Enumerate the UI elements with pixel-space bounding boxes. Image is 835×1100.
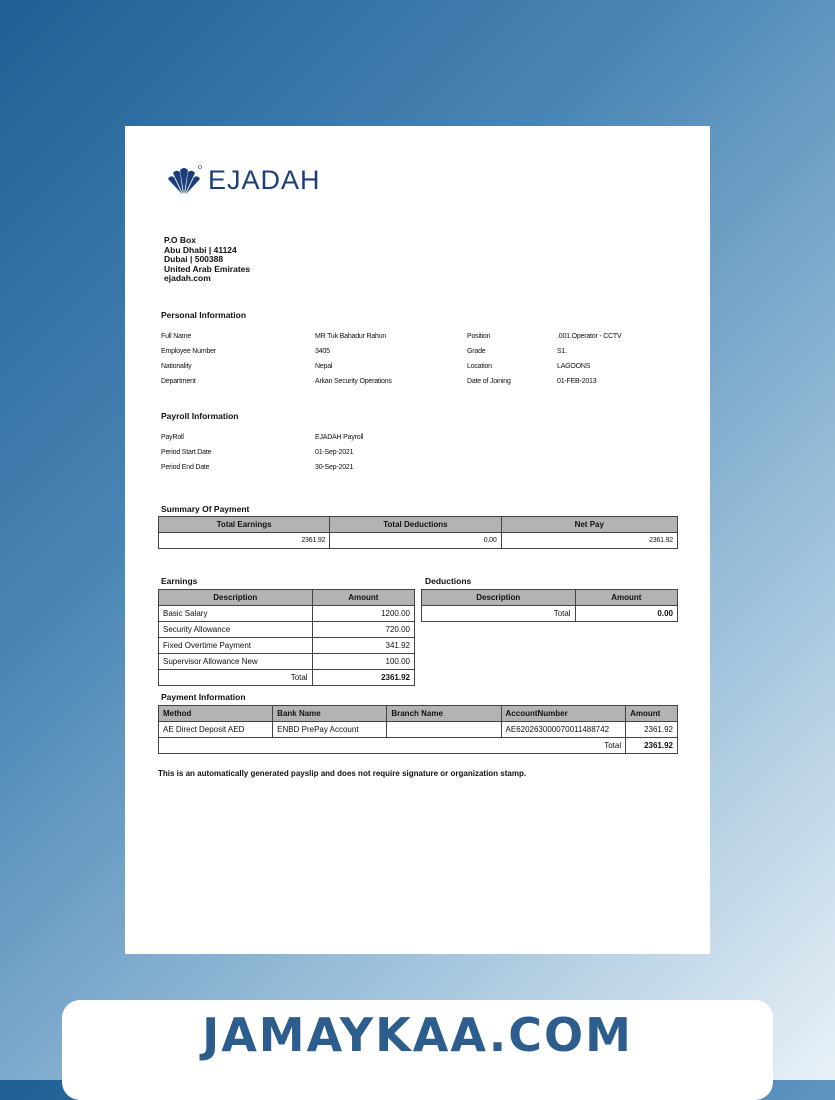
label-location: Location <box>467 363 492 370</box>
earning-amount: 1200.00 <box>312 606 414 622</box>
company-logo <box>166 164 321 196</box>
earnings-table <box>158 589 415 686</box>
table-row <box>159 722 678 738</box>
value-full-name: MR Tuk Bahadur Rahun <box>315 333 387 340</box>
value-location: LAGOONS <box>557 363 591 370</box>
label-date-of-joining: Date of Joining <box>467 378 511 385</box>
value-nationality: Nepal <box>315 363 333 370</box>
label-position: Position <box>467 333 491 340</box>
label-nationality: Nationality <box>161 363 192 370</box>
label-grade: Grade <box>467 348 486 355</box>
header-total-deductions: Total Deductions <box>330 517 501 533</box>
table-row <box>159 533 678 549</box>
value-position: .001.Operator - CCTV <box>557 333 622 340</box>
payslip-page <box>125 126 710 954</box>
label-full-name: Full Name <box>161 333 192 340</box>
table-total-row <box>159 738 678 754</box>
table-header-row <box>159 517 678 533</box>
table-header-row <box>422 590 678 606</box>
personal-info-title: Personal Information <box>161 310 247 320</box>
ejadah-emblem-icon <box>166 164 202 196</box>
label-employee-number: Employee Number <box>161 348 216 355</box>
value-employee-number: 3405 <box>315 348 330 355</box>
table-row <box>159 654 415 670</box>
earning-amount: 341.92 <box>312 638 414 654</box>
header-amount: Amount <box>312 590 414 606</box>
label-period-start: Period Start Date <box>161 449 212 456</box>
value-department: Arkan Security Operations <box>315 378 392 385</box>
table-total-row <box>159 670 415 686</box>
earnings-title: Earnings <box>161 576 198 586</box>
earning-desc: Fixed Overtime Payment <box>159 638 313 654</box>
earnings-total-label: Total <box>159 670 313 686</box>
payment-total: 2361.92 <box>626 738 678 754</box>
company-name: EJADAH <box>208 164 321 195</box>
header-method: Method <box>159 706 273 722</box>
value-period-end: 30-Sep-2021 <box>315 464 354 471</box>
auto-generated-note: This is an automatically generated payslip and does not require signature or organization stamp. <box>158 769 527 778</box>
header-account-number: AccountNumber <box>501 706 626 722</box>
header-description: Description <box>159 590 313 606</box>
address-line: Dubai | 500388 <box>164 254 224 265</box>
watermark-text: JAMAYKAA.COM <box>202 1008 633 1062</box>
address-line: ejadah.com <box>164 273 211 284</box>
deductions-table <box>421 589 678 622</box>
value-net-pay: 2361.92 <box>501 533 677 549</box>
summary-table <box>158 516 678 549</box>
header-bank-name: Bank Name <box>273 706 387 722</box>
header-branch-name: Branch Name <box>387 706 501 722</box>
header-net-pay: Net Pay <box>501 517 677 533</box>
payment-amount: 2361.92 <box>626 722 678 738</box>
payment-branch <box>387 722 501 738</box>
payment-table <box>158 705 678 754</box>
value-date-of-joining: 01-FEB-2013 <box>557 378 597 385</box>
deductions-title: Deductions <box>425 576 472 586</box>
deductions-total: 0.00 <box>575 606 677 622</box>
address-line: Abu Dhabi | 41124 <box>164 244 237 255</box>
label-period-end: Period End Date <box>161 464 210 471</box>
label-department: Department <box>161 378 196 385</box>
earning-desc: Security Allowance <box>159 622 313 638</box>
header-amount: Amount <box>626 706 678 722</box>
value-total-deductions: 0.00 <box>330 533 501 549</box>
earning-desc: Supervisor Allowance New <box>159 654 313 670</box>
table-header-row <box>159 590 415 606</box>
watermark-banner <box>62 1000 773 1100</box>
address-line: P.O Box <box>164 235 196 245</box>
earnings-total: 2361.92 <box>312 670 414 686</box>
value-period-start: 01-Sep-2021 <box>315 449 354 456</box>
table-header-row <box>159 706 678 722</box>
value-payroll: EJADAH Payroll <box>315 434 364 441</box>
earning-desc: Basic Salary <box>159 606 313 622</box>
header-description: Description <box>422 590 576 606</box>
company-address <box>164 236 250 284</box>
table-row <box>159 606 415 622</box>
earning-amount: 100.00 <box>312 654 414 670</box>
deductions-total-label: Total <box>422 606 576 622</box>
header-total-earnings: Total Earnings <box>159 517 330 533</box>
payment-account: AE620263000070011488742 <box>501 722 626 738</box>
earning-amount: 720.00 <box>312 622 414 638</box>
payment-info-title: Payment Information <box>161 692 246 702</box>
value-grade: S1. <box>557 348 567 355</box>
value-total-earnings: 2361.92 <box>159 533 330 549</box>
table-total-row <box>422 606 678 622</box>
table-row <box>159 622 415 638</box>
summary-title: Summary Of Payment <box>161 504 250 514</box>
label-payroll: PayRoll <box>161 434 184 441</box>
payroll-info-title: Payroll Information <box>161 411 239 421</box>
payment-method: AE Direct Deposit AED <box>159 722 273 738</box>
payment-total-label: Total <box>159 738 626 754</box>
table-row <box>159 638 415 654</box>
payment-bank: ENBD PrePay Account <box>273 722 387 738</box>
header-amount: Amount <box>575 590 677 606</box>
address-line: United Arab Emirates <box>164 263 251 274</box>
